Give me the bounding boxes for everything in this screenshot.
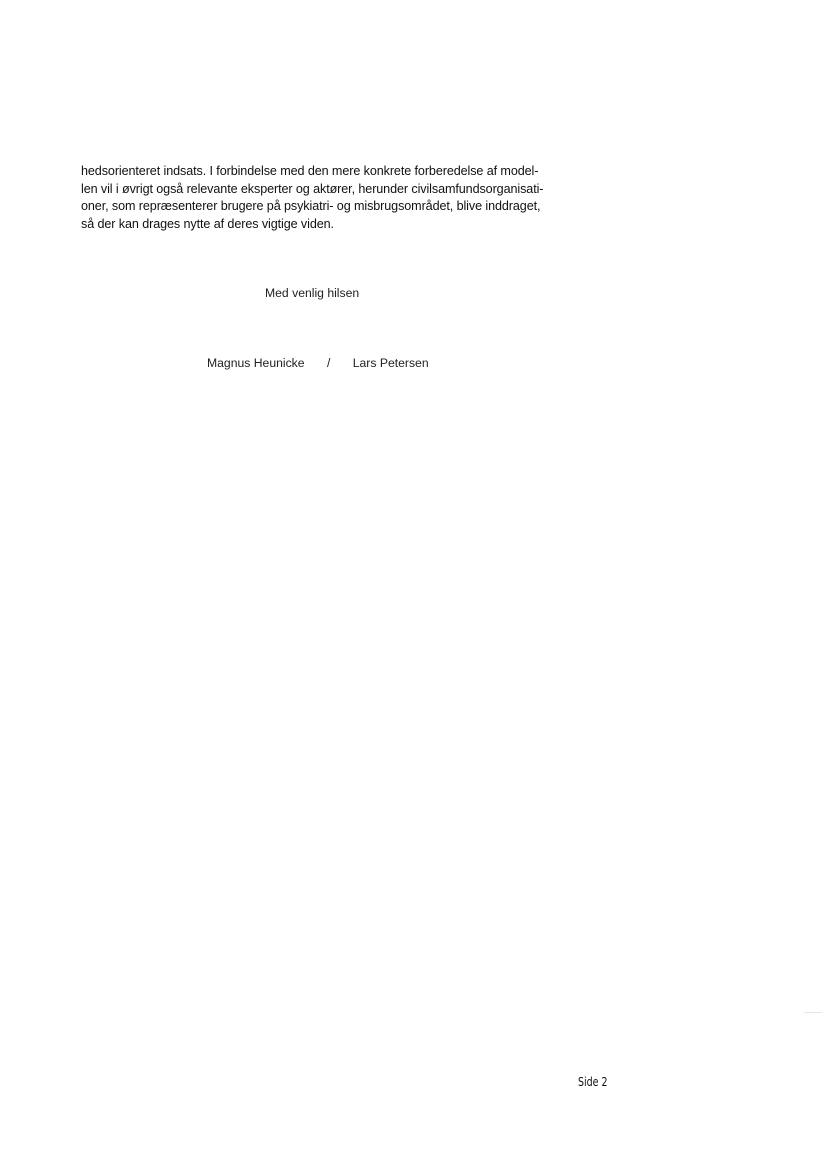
signatories-line <box>207 355 429 372</box>
signatory-name: Lars Petersen <box>352 356 429 370</box>
letter-body-paragraph <box>81 163 551 233</box>
letter-closing: Med venlig hilsen <box>265 286 360 300</box>
paragraph-line: len vil i øvrigt også relevante eksperter og aktører, herunder civilsamfundsorganisati- <box>81 181 544 196</box>
scan-artifact <box>804 1012 822 1013</box>
paragraph-line: oner, som repræsenterer brugere på psykiatri- og misbrugsområdet, blive inddraget, <box>81 199 541 213</box>
signatory-separator: / <box>326 356 331 370</box>
page-number: Side 2 <box>578 1074 608 1089</box>
signatory-name: Magnus Heunicke <box>207 356 305 370</box>
paragraph-line: hedsorienteret indsats. I forbindelse med den mere konkrete forberedelse af model- <box>81 164 539 178</box>
paragraph-line: så der kan drages nytte af deres vigtige viden. <box>81 216 334 231</box>
